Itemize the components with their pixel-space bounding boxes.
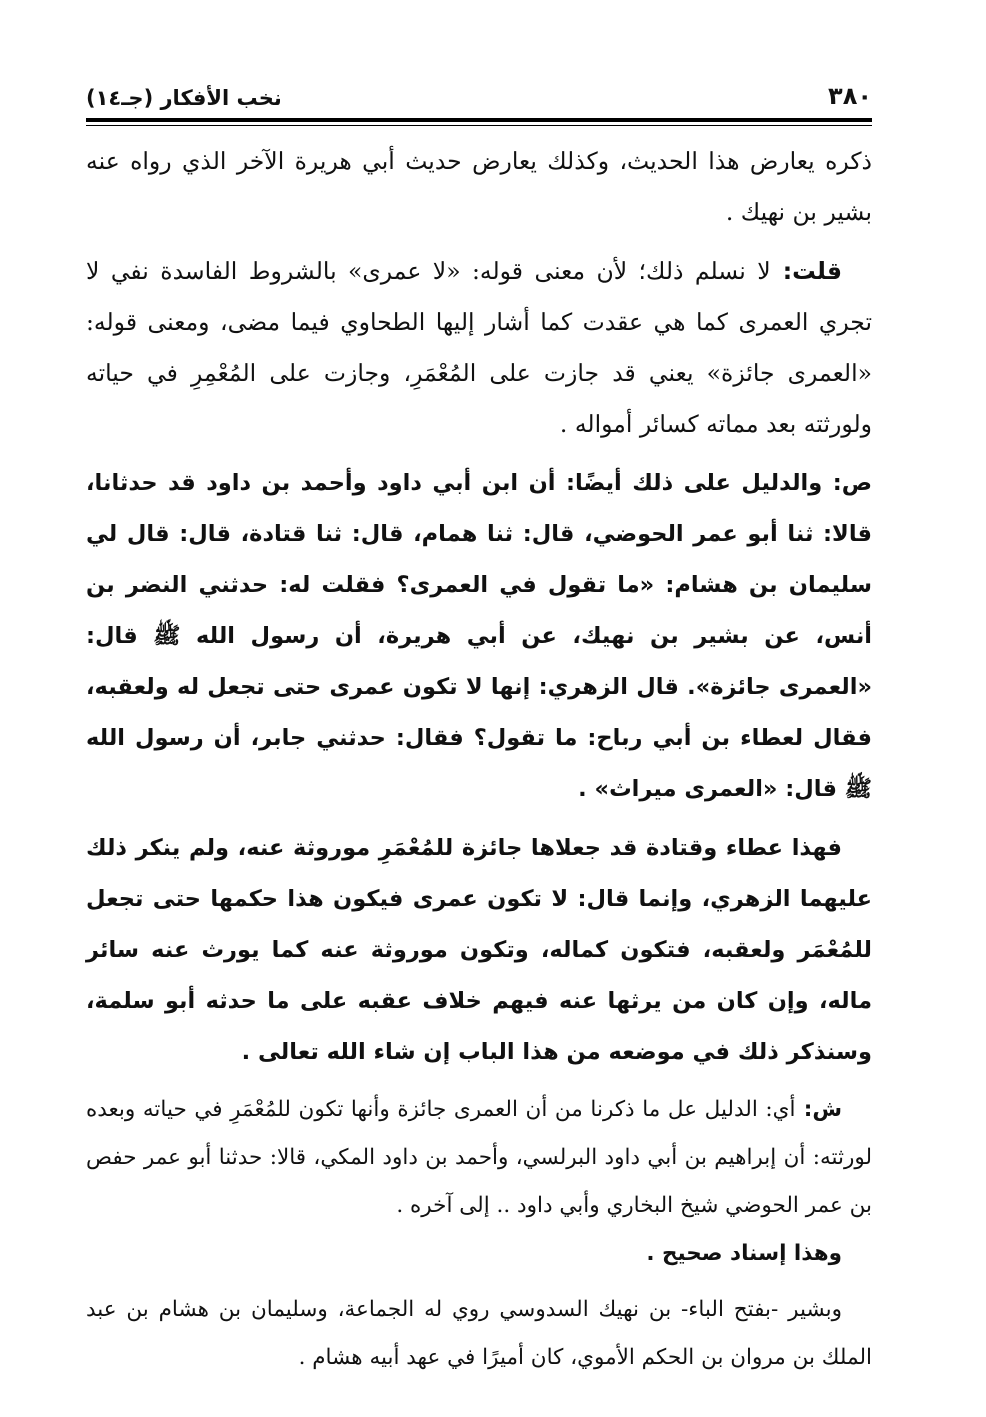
paragraph-4 [86, 823, 872, 1078]
paragraph-7 [86, 1286, 872, 1382]
page-content [86, 136, 872, 1382]
paragraph-6-text: وهذا إسناد صحيح . [646, 1241, 842, 1266]
paragraph-5 [86, 1086, 872, 1230]
paragraph-6 [86, 1230, 872, 1278]
paragraph-5-text: أي: الدليل عل ما ذكرنا من أن العمرى جائزة وأنها تكون للمُعْمَرِ في حياته وبعده لورثته: أن إبراهيم بن أبي داود البرلسي، وأحمد بن داود المكي، قالا: حدثنا أبو عمر حفص بن عمر الحوضي شيخ البخاري وأبي داود .. إلى آخره . [86, 1097, 872, 1218]
page-number: ٣٨٠ [828, 82, 872, 110]
paragraph-2-lead: قلت: [770, 257, 843, 285]
paragraph-1-text: ذكره يعارض هذا الحديث، وكذلك يعارض حديث أبي هريرة الآخر الذي رواه عنه بشير بن نهيك . [86, 147, 872, 226]
paragraph-5-lead: ش: [795, 1097, 842, 1122]
paragraph-3-lead: ص: [822, 470, 872, 496]
page-header [86, 70, 872, 110]
paragraph-4-text: فهذا عطاء وقتادة قد جعلاها جائزة للمُعْمَرِ موروثة عنه، ولم ينكر ذلك عليهما الزهري، وإنما قال: لا تكون عمرى فيكون هذا حكمها حتى تجعل للمُعْمَر ولعقبه، فتكون كماله، وتكون موروثة عنه كما يورث عنه سائر ماله، وإن كان من يرثها عنه فيهم خلاف عقبه على ما حدثه أبو سلمة، وسنذكر ذلك في موضعه من هذا الباب إن شاء الله تعالى . [86, 835, 872, 1065]
header-rule-thick [86, 118, 872, 122]
paragraph-1 [86, 136, 872, 238]
paragraph-2 [86, 246, 872, 450]
paragraph-3 [86, 458, 872, 815]
header-rule-thin [86, 125, 872, 126]
paragraph-3-text: والدليل على ذلك أيضًا: أن ابن أبي داود وأحمد بن داود قد حدثانا، قالا: ثنا أبو عمر الحوضي، قال: ثنا همام، قال: ثنا قتادة، قال: قال لي سليمان بن هشام: «ما تقول في العمرى؟ فقلت له: حدثني النضر بن أنس، عن بشير بن نهيك، عن أبي هريرة، أن رسول الله ﷺ قال: «العمرى جائزة». قال الزهري: إنها لا تكون عمرى حتى تجعل له ولعقبه، فقال لعطاء بن أبي رباح: ما تقول؟ فقال: حدثني جابر، أن رسول الله ﷺ قال: «العمرى ميراث» . [86, 470, 872, 802]
paragraph-7-text: وبشير -بفتح الباء- بن نهيك السدوسي روي له الجماعة، وسليمان بن هشام بن عبد الملك بن مروان بن الحكم الأموي، كان أميرًا في عهد أبيه هشام . [86, 1297, 872, 1370]
book-title: نخب الأفكار (جـ١٤) [86, 86, 282, 110]
paragraph-2-text: لا نسلم ذلك؛ لأن معنى قوله: «لا عمرى» بالشروط الفاسدة نفي لا تجري العمرى كما هي عقدت كما أشار إليها الطحاوي فيما مضى، ومعنى قوله: «العمرى جائزة» يعني قد جازت على المُعْمَرِ، وجازت على المُعْمِرِ في حياته ولورثته بعد مماته كسائر أمواله . [86, 257, 872, 438]
document-page [86, 70, 872, 1382]
